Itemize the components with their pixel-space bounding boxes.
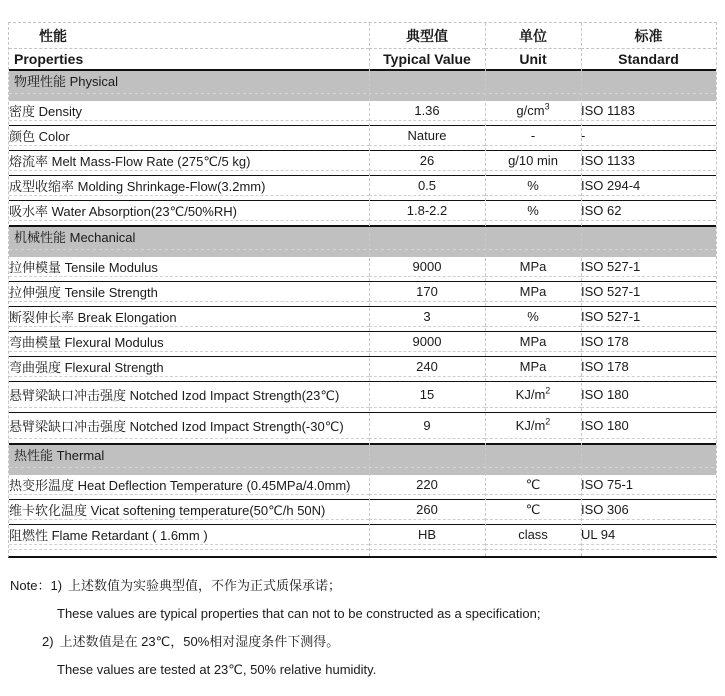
standard-cell: ISO 1133 — [581, 151, 716, 171]
property-cell: 断裂伸长率 Break Elongation — [9, 307, 369, 327]
column-divider-1 — [369, 23, 370, 556]
unit-cell — [485, 332, 581, 352]
property-cell: 吸水率 Water Absorption(23℃/50%RH) — [9, 201, 369, 221]
value-cell: 170 — [369, 282, 485, 302]
value-cell: 3 — [369, 307, 485, 327]
table-bottom-padding — [9, 550, 716, 557]
note-line-1-en: These values are typical properties that can not to be constructed as a specification; — [57, 606, 541, 621]
unit-cell — [485, 500, 581, 520]
value-cell: 9000 — [369, 257, 485, 277]
unit-superscript: 3 — [544, 101, 550, 112]
table-row — [9, 332, 716, 352]
header-properties-en: Properties — [9, 49, 369, 71]
value-cell: 240 — [369, 357, 485, 377]
note-1-cn-text: 上述数值为实验典型值，不作为正式质保承诺； — [68, 578, 342, 593]
table-row — [9, 101, 716, 121]
unit-cell — [485, 357, 581, 377]
standard-cell: ISO 75-1 — [581, 475, 716, 495]
table-header-row-en — [9, 49, 716, 71]
standard-cell: - — [581, 126, 716, 146]
unit-text: class — [518, 527, 548, 542]
standard-cell: ISO 178 — [581, 357, 716, 377]
unit-text: MPa — [519, 259, 547, 274]
unit-text: % — [527, 309, 539, 324]
unit-cell — [485, 126, 581, 146]
value-cell: 9 — [369, 413, 485, 439]
property-cell: 悬臂梁缺口冲击强度 Notched Izod Impact Strength(-30℃) — [9, 413, 369, 439]
unit-cell — [485, 413, 581, 439]
note-prefix: Note：1) — [10, 578, 63, 593]
standard-cell: UL 94 — [581, 525, 716, 545]
section-label: 热性能 Thermal — [9, 444, 716, 475]
standard-cell: ISO 527-1 — [581, 257, 716, 277]
unit-text: % — [527, 203, 539, 218]
property-cell: 弯曲强度 Flexural Strength — [9, 357, 369, 377]
note-line-1-cn — [10, 578, 540, 593]
value-cell: 220 — [369, 475, 485, 495]
value-cell: HB — [369, 525, 485, 545]
value-cell: Nature — [369, 126, 485, 146]
value-cell: 0.5 — [369, 176, 485, 196]
property-cell: 拉伸强度 Tensile Strength — [9, 282, 369, 302]
unit-cell — [485, 282, 581, 302]
section-row-mechanical — [9, 226, 716, 257]
unit-cell — [485, 307, 581, 327]
table-row — [9, 151, 716, 171]
table-header-row-cn — [9, 23, 716, 49]
unit-text: g/10 min — [508, 153, 558, 168]
unit-cell — [485, 475, 581, 495]
property-cell: 悬臂梁缺口冲击强度 Notched Izod Impact Strength(23℃) — [9, 382, 369, 408]
value-cell: 260 — [369, 500, 485, 520]
standard-cell: ISO 294-4 — [581, 176, 716, 196]
standard-cell: ISO 180 — [581, 413, 716, 439]
unit-superscript: 2 — [545, 416, 551, 427]
property-cell: 颜色 Color — [9, 126, 369, 146]
property-cell: 阻燃性 Flame Retardant ( 1.6mm ) — [9, 525, 369, 545]
unit-text: ℃ — [525, 501, 541, 517]
standard-cell: ISO 178 — [581, 332, 716, 352]
value-cell: 26 — [369, 151, 485, 171]
table-row — [9, 475, 716, 495]
table-row — [9, 500, 716, 520]
standard-cell: ISO 1183 — [581, 101, 716, 121]
header-standard-en: Standard — [581, 49, 716, 71]
standard-cell: ISO 62 — [581, 201, 716, 221]
unit-text: MPa — [519, 359, 547, 374]
header-unit-cn: 单位 — [485, 23, 581, 49]
property-cell: 拉伸模量 Tensile Modulus — [9, 257, 369, 277]
unit-superscript: 2 — [545, 385, 551, 396]
unit-cell — [485, 382, 581, 408]
property-cell: 弯曲模量 Flexural Modulus — [9, 332, 369, 352]
unit-text: KJ/m — [515, 418, 546, 433]
value-cell: 15 — [369, 382, 485, 408]
column-divider-3 — [581, 23, 582, 556]
unit-cell — [485, 176, 581, 196]
table-row — [9, 176, 716, 196]
note-2-prefix: 2) — [42, 634, 54, 649]
property-cell: 维卡软化温度 Vicat softening temperature(50℃/h 50N) — [9, 500, 369, 520]
standard-cell: ISO 527-1 — [581, 307, 716, 327]
value-cell: 1.8-2.2 — [369, 201, 485, 221]
section-label: 物理性能 Physical — [9, 70, 716, 101]
properties-datasheet-table — [8, 22, 717, 558]
table-row — [9, 525, 716, 545]
unit-text: g/cm — [516, 103, 545, 118]
table-row — [9, 357, 716, 377]
value-cell: 9000 — [369, 332, 485, 352]
table-row — [9, 382, 716, 408]
properties-table — [9, 23, 716, 556]
property-cell: 密度 Density — [9, 101, 369, 121]
unit-text: MPa — [519, 334, 547, 349]
property-cell: 熔流率 Melt Mass-Flow Rate (275℃/5 kg) — [9, 151, 369, 171]
table-row — [9, 307, 716, 327]
unit-text: % — [527, 178, 539, 193]
notes-block — [10, 578, 540, 690]
value-cell: 1.36 — [369, 101, 485, 121]
unit-cell — [485, 101, 581, 121]
unit-cell — [485, 151, 581, 171]
header-properties-cn: 性能 — [9, 23, 369, 49]
header-typical-value-en: Typical Value — [369, 49, 485, 71]
header-standard-cn: 标准 — [581, 23, 716, 49]
note-2-cn-text: 上述数值是在 23℃，50%相对湿度条件下测得。 — [59, 634, 340, 649]
unit-cell — [485, 257, 581, 277]
header-typical-value-cn: 典型值 — [369, 23, 485, 49]
note-line-2-en: These values are tested at 23℃, 50% relative humidity. — [57, 662, 377, 677]
section-row-physical — [9, 70, 716, 101]
table-row — [9, 201, 716, 221]
property-cell: 成型收缩率 Molding Shrinkage-Flow(3.2mm) — [9, 176, 369, 196]
column-divider-2 — [485, 23, 486, 556]
property-cell: 热变形温度 Heat Deflection Temperature (0.45MPa/4.0mm) — [9, 475, 369, 495]
section-label: 机械性能 Mechanical — [9, 226, 716, 257]
unit-cell — [485, 525, 581, 545]
header-unit-en: Unit — [485, 49, 581, 71]
unit-text: MPa — [519, 284, 547, 299]
unit-cell — [485, 201, 581, 221]
standard-cell: ISO 527-1 — [581, 282, 716, 302]
unit-text: - — [530, 128, 536, 143]
table-row — [9, 413, 716, 439]
note-line-2-cn — [42, 634, 540, 649]
section-row-thermal — [9, 444, 716, 475]
standard-cell: ISO 180 — [581, 382, 716, 408]
table-row — [9, 257, 716, 277]
table-row — [9, 282, 716, 302]
standard-cell: ISO 306 — [581, 500, 716, 520]
unit-text: KJ/m — [515, 387, 546, 402]
table-row — [9, 126, 716, 146]
unit-text: ℃ — [525, 476, 541, 492]
